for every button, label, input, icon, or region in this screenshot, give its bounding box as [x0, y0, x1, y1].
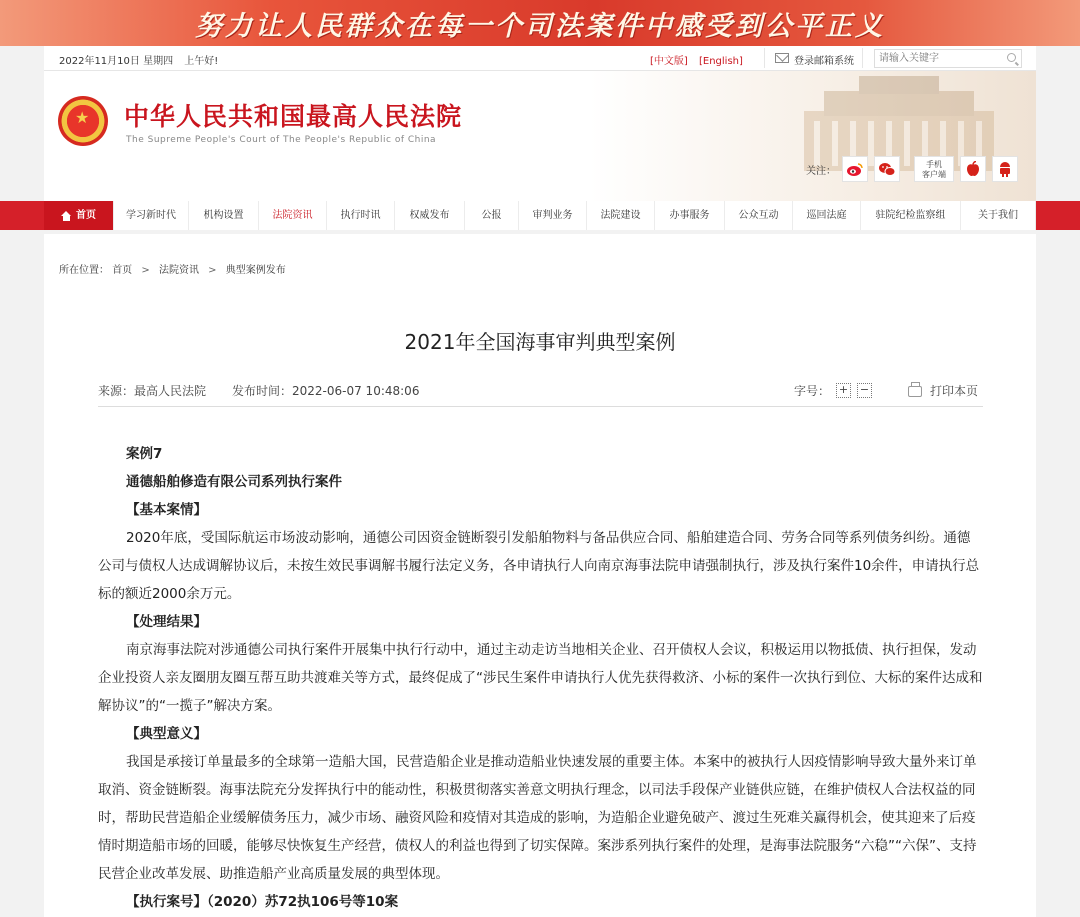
language-switch [650, 52, 751, 67]
follow-label: 关注： [806, 165, 836, 177]
paragraph-meaning: 我国是承接订单量最多的全球第一造船大国，民营造船企业是推动造船业快速发展的重要主体。本案中的被执行人因疫情影响导致大量外来订单取消、资金链断裂。海事法院充分发挥执行中的能动性，积极贯彻落实善意文明执行理念，以司法手段保产业链供应链，在维护债权人合法权益的同时，帮助民营造船企业缓解债务压力，减少市场、融资风险和疫情对其造成的影响，为造船企业避免破产、渡过生死难关赢得机会，使其迎来了后疫情时期造船市场的回暖，能够尽快恢复生产经营，债权人的利益也得到了切实保障。案涉系列执行案件的处理，是海事法院服务“六稳”“六保”、支持民营企业改革发展、助推造船产业高质量发展的典型体现。 [98, 754, 977, 882]
nav-item[interactable] [655, 201, 725, 230]
nav-home[interactable] [44, 201, 114, 230]
nav-item-label: 审判业务 [532, 210, 573, 221]
mail-icon [775, 53, 789, 63]
greeting: 上午好! [184, 56, 219, 67]
nav-item[interactable] [861, 201, 961, 230]
banner-slogan: 努力让人民群众在每一个司法案件中感受到公平正义 [195, 10, 885, 42]
search-box [874, 49, 1022, 68]
section-heading-meaning: 【典型意义】 [126, 726, 207, 742]
article-title: 2021年全国海事审判典型案例 [404, 330, 676, 354]
nav-item-label: 机构设置 [203, 210, 244, 221]
breadcrumb [59, 261, 286, 276]
nav-item-label: 法院资讯 [272, 210, 313, 221]
nav-item-label: 法院建设 [600, 210, 641, 221]
breadcrumb-cases[interactable]: 典型案例发布 [225, 265, 286, 276]
breadcrumb-separator: > [141, 265, 150, 276]
article-source: 来源：最高人民法院 [98, 384, 207, 398]
nav-item-label: 执行时讯 [340, 210, 381, 221]
nav-item-label: 办事服务 [669, 210, 710, 221]
font-decrease-button[interactable]: − [857, 383, 872, 398]
breadcrumb-prefix: 所在位置： [59, 265, 109, 276]
paragraph-result: 南京海事法院对涉通德公司执行案件开展集中执行行动中，通过主动走访当地相关企业、召开债权人会议，积极运用以物抵债、执行担保，发动企业投资人亲友圈朋友圈互帮互助共渡难关等方式，最终促成了“涉民生案件申请执行人优先获得救济、小标的案件一次执行到位、大标的案件达成和解协议”的“一揽子”解决方案。 [98, 642, 983, 714]
nav-item[interactable] [725, 201, 793, 230]
nav-item-label: 权威发布 [409, 210, 450, 221]
lang-chinese-link[interactable]: [中文版] [650, 56, 688, 67]
lang-english-link[interactable]: [English] [699, 56, 743, 67]
font-increase-button[interactable]: + [836, 383, 851, 398]
mobile-client-link[interactable] [914, 156, 954, 182]
search-input[interactable] [875, 50, 1000, 67]
nav-item-label: 巡回法庭 [806, 210, 847, 221]
mobile-line2: 客户端 [922, 170, 946, 179]
site-subtitle: The Supreme People's Court of The People's Republic of China [126, 135, 437, 145]
nav-item-label: 公众互动 [738, 210, 779, 221]
nav-item-label: 关于我们 [978, 210, 1018, 221]
national-emblem-icon[interactable] [58, 96, 108, 146]
mail-login-link[interactable] [764, 48, 863, 68]
article-time: 发布时间：2022-06-07 10:48:06 [232, 384, 420, 398]
paragraph-basic: 2020年底，受国际航运市场波动影响，通德公司因资金链断裂引发船舶物料与备品供应合同、船舶建造合同、劳务合同等系列债务纠纷。通德公司与债权人达成调解协议后，未按生效民事调解书履行法定义务，各申请执行人向南京海事法院申请强制执行，涉及执行案件10余件，申请执行总标的额近2000余万元。 [98, 530, 980, 602]
nav-item[interactable] [519, 201, 587, 230]
site-title[interactable]: 中华人民共和国最高人民法院 [124, 102, 463, 131]
print-label: 打印本页 [930, 384, 979, 398]
info-bar [44, 46, 1036, 71]
search-icon[interactable] [1007, 53, 1016, 62]
top-banner [0, 0, 1080, 46]
site-header [44, 71, 1036, 201]
print-button[interactable] [908, 382, 978, 399]
wechat-icon[interactable] [874, 156, 900, 182]
breadcrumb-home[interactable]: 首页 [112, 265, 133, 276]
current-date: 2022年11月10日 星期四 [59, 56, 174, 67]
article-meta [98, 382, 983, 407]
mail-login-label: 登录邮箱系统 [794, 56, 854, 67]
nav-item-label: 驻院纪检监察组 [875, 210, 946, 221]
section-heading-result: 【处理结果】 [126, 614, 207, 630]
section-heading-basic: 【基本案情】 [126, 502, 207, 518]
mobile-line1: 手机 [926, 160, 942, 169]
printer-icon [908, 386, 922, 397]
case-title: 通德船舶修造有限公司系列执行案件 [126, 474, 342, 490]
nav-item[interactable] [395, 201, 465, 230]
nav-item[interactable] [327, 201, 395, 230]
article-body [98, 440, 983, 916]
nav-item[interactable] [189, 201, 259, 230]
font-size-control [794, 382, 872, 399]
main-nav [0, 201, 1080, 230]
nav-item[interactable] [259, 201, 327, 230]
section-heading-case-number: 【执行案号】（2020）苏72执106号等10案 [126, 894, 399, 910]
nav-item[interactable] [465, 201, 519, 230]
nav-item[interactable] [961, 201, 1036, 230]
breadcrumb-news[interactable]: 法院资讯 [158, 265, 199, 276]
nav-item-label: 首页 [76, 210, 96, 221]
follow-bar [806, 155, 1018, 183]
case-number: 案例7 [126, 446, 163, 462]
home-icon [61, 211, 72, 221]
nav-item[interactable] [114, 201, 189, 230]
weibo-icon[interactable] [842, 156, 868, 182]
apple-icon[interactable] [960, 156, 986, 182]
nav-item[interactable] [793, 201, 861, 230]
android-icon[interactable] [992, 156, 1018, 182]
font-size-label: 字号： [794, 384, 831, 398]
nav-item-label: 公报 [481, 210, 502, 221]
content-panel [44, 234, 1036, 917]
nav-item[interactable] [587, 201, 655, 230]
breadcrumb-separator: > [208, 265, 217, 276]
nav-item-label: 学习新时代 [126, 210, 176, 221]
date-greeting [59, 52, 218, 67]
main-nav-items [44, 201, 1036, 230]
